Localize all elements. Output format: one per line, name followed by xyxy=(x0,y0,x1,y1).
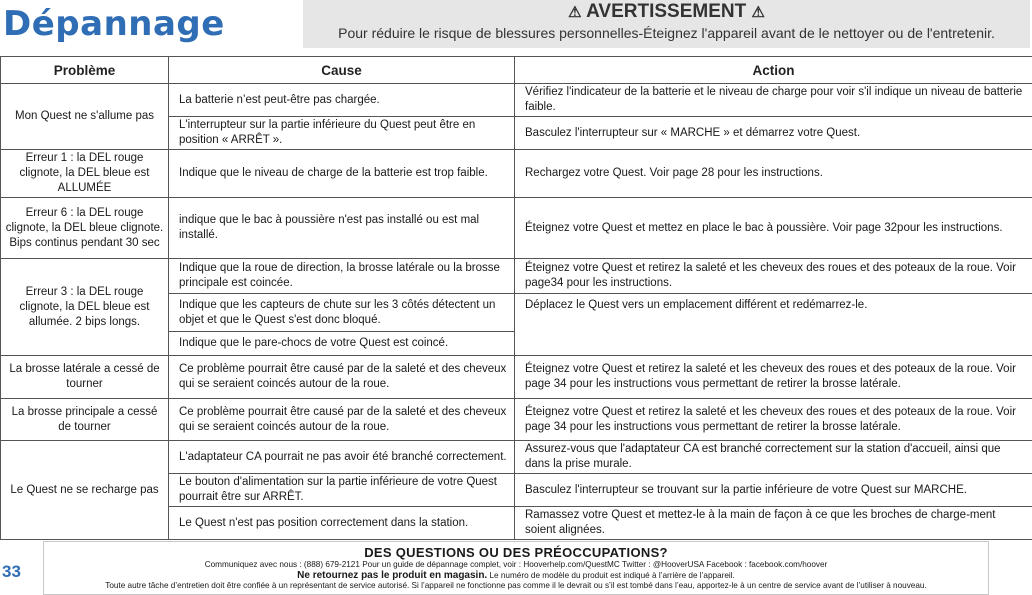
problem-cell: La brosse principale a cessé de tourner xyxy=(1,399,169,441)
problem-cell: Mon Quest ne s'allume pas xyxy=(1,84,169,150)
footer-contact: Communiquez avec nous : (888) 679-2121 Pour un guide de dépannage complet, voir : Hooverhelp.com/QuestMC Twitter : @HooverUSA Facebook : facebook.com/hoover xyxy=(44,560,988,571)
table-row xyxy=(1,198,1032,259)
problem-cell: La brosse latérale a cessé de tourner xyxy=(1,356,169,399)
action-cell: Éteignez votre Quest et retirez la saleté et les cheveux des roues et des poteaux de la roue. Voir page34 pour les instructions. xyxy=(515,259,1032,294)
cause-cell: Le Quest n'est pas position correctement dans la station. xyxy=(169,507,515,540)
action-cell: Vérifiez l'indicateur de la batterie et le niveau de charge pour voir s'il indique un niveau de batterie faible. xyxy=(515,84,1032,117)
header-problem: Problème xyxy=(1,57,169,84)
action-cell: Rechargez votre Quest. Voir page 28 pour les instructions. xyxy=(515,150,1032,198)
action-cell: Éteignez votre Quest et mettez en place le bac à poussière. Voir page 32pour les instructions. xyxy=(515,198,1032,259)
page-number: 33 xyxy=(2,562,21,582)
cause-cell: indique que le bac à poussière n'est pas installé ou est mal installé. xyxy=(169,198,515,259)
footer-return-bold: Ne retournez pas le produit en magasin. xyxy=(297,570,487,581)
table-row xyxy=(1,259,1032,294)
problem-cell: Erreur 3 : la DEL rouge clignote, la DEL bleue est allumée. 2 bips longs. xyxy=(1,259,169,356)
cause-cell: Indique que la roue de direction, la brosse latérale ou la brosse principale est coincée. xyxy=(169,259,515,294)
problem-cell: Erreur 6 : la DEL rouge clignote, la DEL bleue clignote. Bips continus pendant 30 sec xyxy=(1,198,169,259)
warning-text: Pour réduire le risque de blessures personnelles-Éteignez l'appareil avant de le nettoyer ou de l'entretenir. xyxy=(303,24,1030,42)
footer-service: Toute autre tâche d’entretien doit être confiée à un représentant de service autorisé. Si l’appareil ne fonctionne pas comme il le devrait ou s’il est tombé dans l’eau, apportez-le à un centre de service avant de l’utiliser à nouveau. xyxy=(44,581,988,592)
header-cause: Cause xyxy=(169,57,515,84)
table-row xyxy=(1,84,1032,117)
cause-cell: L'interrupteur sur la partie inférieure du Quest peut être en position « ARRÊT ». xyxy=(169,117,515,150)
warning-banner xyxy=(303,0,1030,48)
contact-footer xyxy=(43,541,989,595)
footer-return-text: Le numéro de modèle du produit est indiqué à l’arrière de l’appareil. xyxy=(490,571,735,580)
warning-triangle-icon: ⚠ xyxy=(568,4,581,21)
footer-heading: DES QUESTIONS OU DES PRÉOCCUPATIONS? xyxy=(44,545,988,560)
cause-cell: Ce problème pourrait être causé par de la saleté et des cheveux qui se seraient coincés autour de la roue. xyxy=(169,356,515,399)
problem-cell: Le Quest ne se recharge pas xyxy=(1,441,169,540)
table-row xyxy=(1,356,1032,399)
warning-heading xyxy=(303,1,1030,24)
action-cell: Assurez-vous que l'adaptateur CA est branché correctement sur la station d'accueil, ainsi que dans la prise murale. xyxy=(515,441,1032,474)
action-cell: Éteignez votre Quest et retirez la saleté et les cheveux des roues et des poteaux de la roue. Voir page 34 pour les instructions vous permettant de retirer la brosse latérale. xyxy=(515,399,1032,441)
cause-cell: L'adaptateur CA pourrait ne pas avoir été branché correctement. xyxy=(169,441,515,474)
problem-cell: Erreur 1 : la DEL rouge clignote, la DEL bleue est ALLUMÉE xyxy=(1,150,169,198)
cause-cell: Indique que les capteurs de chute sur les 3 côtés détectent un objet et que le Quest s'est donc bloqué. xyxy=(169,294,515,332)
action-cell: Déplacez le Quest vers un emplacement différent et redémarrez-le. xyxy=(515,294,1032,356)
action-cell: Basculez l'interrupteur sur « MARCHE » et démarrez votre Quest. xyxy=(515,117,1032,150)
table-row xyxy=(1,441,1032,474)
header-action: Action xyxy=(515,57,1032,84)
table-header-row xyxy=(1,57,1032,84)
table-row xyxy=(1,150,1032,198)
warning-triangle-icon: ⚠ xyxy=(751,4,764,21)
warning-title: AVERTISSEMENT xyxy=(586,1,746,22)
troubleshooting-table xyxy=(0,56,1032,540)
table-row xyxy=(1,399,1032,441)
cause-cell: Indique que le niveau de charge de la batterie est trop faible. xyxy=(169,150,515,198)
footer-return xyxy=(44,571,988,582)
cause-cell: Ce problème pourrait être causé par de la saleté et des cheveux qui se seraient coincés autour de la roue. xyxy=(169,399,515,441)
action-cell: Éteignez votre Quest et retirez la saleté et les cheveux des roues et des poteaux de la roue. Voir page 34 pour les instructions vous permettant de retirer la brosse latérale. xyxy=(515,356,1032,399)
cause-cell: La batterie n’est peut-être pas chargée. xyxy=(169,84,515,117)
cause-cell: Le bouton d'alimentation sur la partie inférieure de votre Quest pourrait être sur ARRÊT. xyxy=(169,474,515,507)
cause-cell: Indique que le pare-chocs de votre Quest est coincé. xyxy=(169,332,515,356)
page-title: Dépannage xyxy=(3,4,225,44)
action-cell: Basculez l'interrupteur se trouvant sur la partie inférieure de votre Quest sur MARCHE. xyxy=(515,474,1032,507)
action-cell: Ramassez votre Quest et mettez-le à la main de façon à ce que les broches de charge-ment soient alignées. xyxy=(515,507,1032,540)
